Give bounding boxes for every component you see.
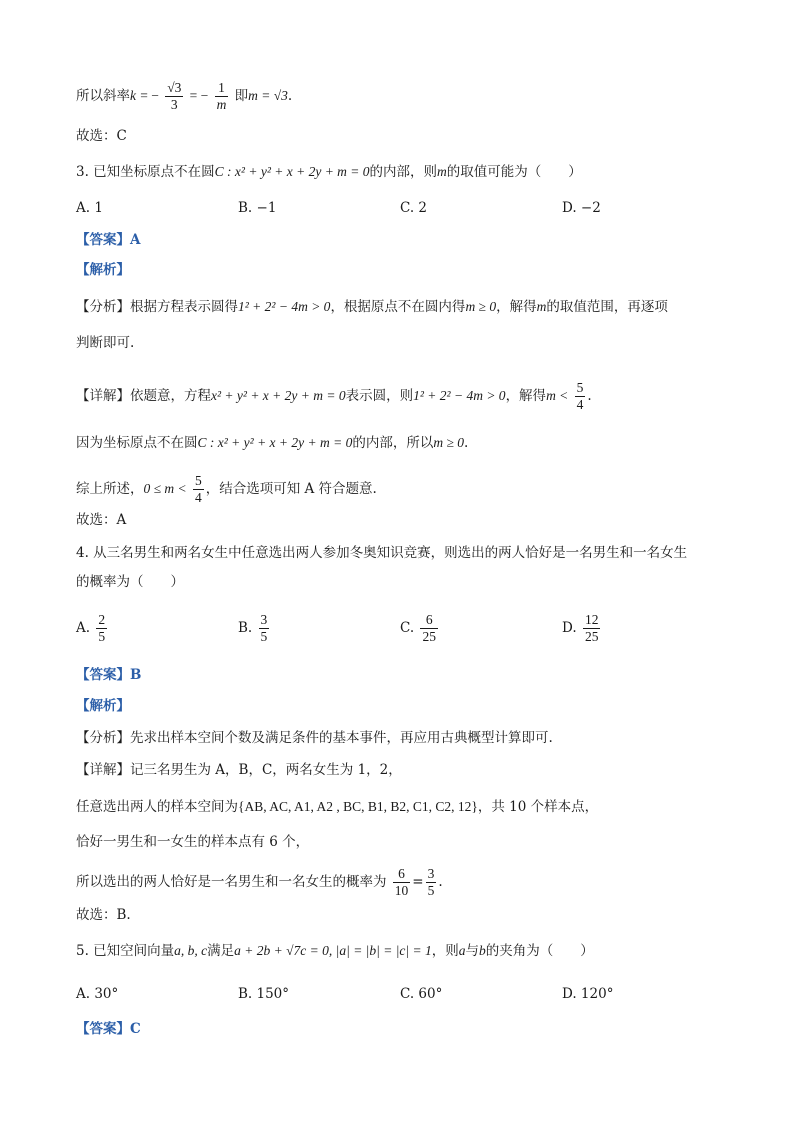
denominator: 3 [170,97,178,112]
math: = − [140,88,159,103]
detail-line-2 [76,433,468,453]
detail-line [76,380,592,413]
option-d: D. 120° [562,986,614,1002]
math: = [412,874,424,890]
option-a: A. 1 [76,200,103,216]
text: 【详解】依题意，方程 [76,388,211,404]
text: 的夹角为（ ） [485,943,594,959]
fraction [583,612,601,645]
denominator: 25 [422,629,436,644]
math: m ≥ 0 [465,299,497,314]
text: ，结合选项可知 A 符合题意. [205,481,377,497]
math-equation: a + 2b + √7c = 0, |a| = |b| = |c| = 1 [234,943,432,958]
numerator: 12 [584,612,599,627]
fraction [215,80,229,113]
answer-choice-line: 故选：C [76,128,127,144]
text: ，共 10 个样本点， [477,799,599,815]
option-b [238,612,271,645]
text: 的取值范围，再逐项 [546,299,668,315]
text: . [464,435,469,451]
denominator: 4 [576,397,584,412]
numerator: 5 [194,473,202,488]
fraction [575,380,586,413]
math: 1² + 2² − 4m > 0 [413,388,506,403]
option-c [400,612,440,645]
analysis-label: 【解析】 [76,698,130,714]
fraction [259,612,270,645]
option-c: C. 2 [400,200,428,216]
numerator: 6 [420,612,438,629]
question-4-cont: 的概率为（ ） [76,574,184,590]
text: . [287,88,293,104]
fraction [420,612,438,645]
fraction [426,866,437,899]
text: ，解得 [496,299,537,315]
fraction [96,612,107,645]
denominator: 25 [584,629,599,644]
math: m < [546,388,569,403]
math: C : x² + y² + x + 2y + m = 0 [197,435,353,450]
fraction [193,473,204,506]
option-label: B. [238,620,253,636]
detail-line-3 [76,473,377,506]
text: 满足 [207,943,235,959]
analysis-line [76,297,668,317]
text: ，则 [431,943,459,959]
fraction [165,80,183,113]
option-label: C. [400,620,415,636]
text: . [438,874,443,890]
text: 的取值可能为（ ） [446,164,582,180]
option-a [76,612,109,645]
text: 即 [234,88,249,104]
numerator: 3 [427,866,435,881]
answer-label: 【答案】C [76,1021,141,1037]
option-c: C. 60° [400,986,443,1002]
text: 所以斜率 [76,88,130,104]
option-d [562,612,602,645]
denominator: 10 [394,883,409,898]
question-3 [76,162,582,182]
text: 因为坐标原点不在圆 [76,435,198,451]
answer-label: 【答案】A [76,232,141,248]
text: 【分析】根据方程表示圆得 [76,299,238,315]
math-m: m [437,164,447,179]
question-4: 4. 从三名男生和两名女生中任意选出两人参加冬奥知识竞赛，则选出的两人恰好是一名男生和一名女生 [76,545,688,561]
math-vectors: a, b, c [174,943,208,958]
text: 5. 已知空间向量 [76,943,175,959]
text: 的内部，所以 [352,435,434,451]
text: 所以选出的两人恰好是一名男生和一名女生的概率为 [76,874,387,890]
math: m ≥ 0 [433,435,465,450]
detail-line: 【详解】记三名男生为 A，B，C，两名女生为 1，2， [76,762,402,778]
detail-line-4 [76,866,443,899]
analysis-line-2: 判断即可. [76,335,135,351]
detail-line-3: 恰好一男生和一女生的样本点有 6 个， [76,834,310,850]
option-b: B. −1 [238,200,277,216]
denominator: 4 [194,490,202,505]
numerator: √3 [167,80,182,95]
math-m: m [536,299,547,314]
answer-choice-line: 故选：A [76,512,127,528]
fraction [393,866,411,899]
analysis-line: 【分析】先求出样本空间个数及满足条件的基本事件，再应用古典概型计算即可. [76,730,553,746]
numerator: 5 [576,380,584,395]
numerator: 3 [260,612,268,627]
text: ，解得 [505,388,547,404]
text: 的内部，则 [369,164,438,180]
math-k: k [130,88,136,103]
solution-line-slope [76,80,292,113]
numerator: 1 [215,80,229,97]
denominator: 5 [98,629,106,644]
text: 3. 已知坐标原点不在圆 [76,164,215,180]
denominator: m [216,97,227,112]
question-5 [76,941,594,961]
numerator: 2 [98,612,106,627]
math-a: a [458,943,466,958]
analysis-label: 【解析】 [76,262,130,278]
option-a: A. 30° [76,986,119,1002]
numerator: 6 [393,866,411,883]
sample-space-set: {AB, AC, A1, A2 , BC, B1, B2, C1, C2, 12} [238,799,478,814]
text: 综上所述， [76,481,144,497]
text: 任意选出两人的样本空间为 [76,799,238,815]
answer-choice-line: 故选：B. [76,907,131,923]
math-b: b [479,943,486,958]
option-d: D. −2 [562,200,601,216]
text: 表示圆，则 [345,388,414,404]
text: 与 [465,943,479,959]
text: . [587,388,592,404]
answer-label: 【答案】B [76,667,142,683]
option-label: A. [76,620,91,636]
math-equation: C : x² + y² + x + 2y + m = 0 [214,164,370,179]
option-label: D. [562,620,577,636]
text: ，根据原点不在圆内得 [330,299,466,315]
denominator: 5 [427,883,435,898]
math: 0 ≤ m < [143,481,187,496]
math: 1² + 2² − 4m > 0 [238,299,331,314]
math: m = √3 [248,88,288,103]
math: = − [189,88,209,103]
denominator: 5 [260,629,268,644]
detail-line-2 [76,797,598,817]
math: x² + y² + x + 2y + m = 0 [211,388,346,403]
option-b: B. 150° [238,986,290,1002]
